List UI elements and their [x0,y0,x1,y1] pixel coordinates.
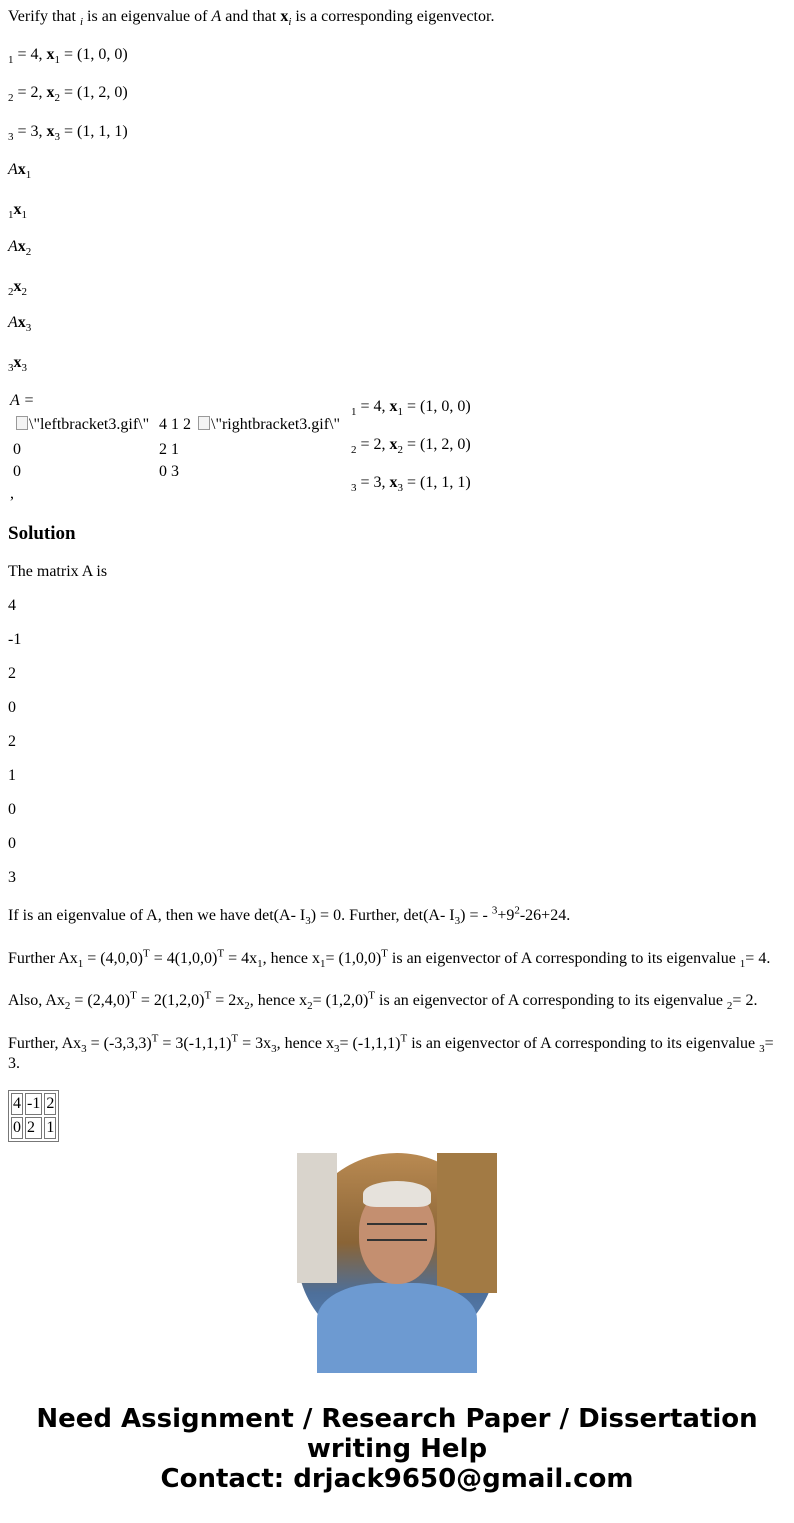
product-ax2 [8,237,31,257]
det-text: ) = 0. Further, det(A- I [310,907,455,924]
det-sup: 2 [514,904,520,917]
check-sup: T [217,947,225,960]
product-A: A [8,314,18,331]
avatar-hair [363,1181,431,1207]
intro-text: Verify that [8,8,76,25]
check-sup: T [130,989,137,1002]
check-sub: 2 [307,1000,313,1013]
check-text: = 4. [745,950,771,967]
pair-eq: = 3, [13,123,47,140]
table-row [11,1117,56,1139]
contact-banner [0,1404,794,1494]
avatar-background-door [437,1153,497,1293]
matrix-row-3-left: 0 [13,463,21,480]
pair-eq: = 2, [13,84,47,101]
check-text: is an eigenvector of A corresponding to its eigenvalue [407,1035,760,1052]
pair-value: = (1, 0, 0) [403,398,471,415]
pair-eq: = 4, [356,398,390,415]
check-text: = (1,0,0) [325,950,382,967]
det-sub: 3 [305,915,311,928]
matrix-row-1: 4 1 2 [159,416,191,433]
intro-text: is an eigenvalue of [87,8,208,25]
intro-vector-symbol: x [280,8,289,25]
eigen-pair-3 [8,122,128,142]
product-x: x [17,238,26,255]
check-sub: 3 [81,1043,87,1056]
pair-x: x [389,436,398,453]
check-text: = 2(1,2,0) [136,992,205,1009]
problem-intro [8,7,494,27]
check-text: = 3x [238,1035,272,1052]
check-sup: T [231,1032,239,1045]
check-text: , hence x [249,992,308,1009]
check-sup: T [400,1032,408,1045]
check-text: = (4,0,0) [83,950,143,967]
matrix-label: A = [10,392,35,409]
matrix-entry: 2 [8,733,16,750]
product-sub: 1 [21,209,27,222]
check-text: = [764,1035,774,1052]
check-sub: 1 [257,958,263,971]
side-pair-3 [351,473,471,493]
determinant-line [8,906,570,926]
matrix-comma: , [10,485,14,502]
side-pair-1 [351,397,471,417]
product-sub: 2 [25,246,32,259]
broken-image-icon [16,416,28,430]
avatar-background-wall [297,1153,337,1283]
table-cell: -1 [25,1093,42,1115]
matrix-entry: 3 [8,869,16,886]
banner-contact-email: Contact: drjack9650@gmail.com [160,1464,634,1494]
matrix-entry: 4 [8,597,16,614]
pair-value: = (1, 1, 1) [60,123,128,140]
avatar-shirt [317,1283,477,1373]
det-text: If is an eigenvalue of A, then we have det(A- I [8,907,306,924]
check-text: = 3(-1,1,1) [158,1035,232,1052]
pair-subscript: 1 [351,406,357,419]
check-text: Further Ax [8,950,78,967]
pair-eq: = 3, [356,474,390,491]
avatar-glasses [367,1223,427,1241]
matrix-table [8,1090,59,1142]
matrix-entry: -1 [8,631,22,648]
check-sub: 3 [759,1043,765,1056]
eigen-pair-2 [8,83,128,103]
check-text: , hence x [262,950,320,967]
eigen-pair-1 [8,45,128,65]
banner-line-1: Need Assignment / Research Paper / Dissertation [36,1404,758,1434]
pair-subscript: 2 [8,92,14,105]
product-x: x [13,354,22,371]
pair-value: = (1, 1, 1) [403,474,471,491]
product-A: A [8,238,18,255]
det-text: +9 [497,907,515,924]
product-sub: 2 [21,286,27,299]
det-text: ) = - [460,907,492,924]
pair-x: x [46,123,55,140]
check-sub: 2 [244,1000,250,1013]
image-alt-text: \"rightbracket3.gif\" [211,416,341,434]
product-x: x [17,161,26,178]
check-sub: 2 [726,1000,733,1013]
product-x: x [13,278,22,295]
product-presub: 1 [8,209,14,222]
table-cell: 2 [44,1093,56,1115]
check-text: , hence x [276,1035,334,1052]
table-cell: 4 [11,1093,23,1115]
intro-text: and that [225,8,277,25]
check-sub: 2 [64,1000,71,1013]
solution-heading: Solution [8,523,76,544]
product-sub: 1 [25,169,32,182]
check-sup: T [368,989,376,1002]
product-ax3 [8,313,31,333]
image-alt-text: \"leftbracket3.gif\" [29,416,150,434]
pair-value: = (1, 0, 0) [60,46,128,63]
matrix-entry: 0 [8,835,16,852]
check-text: is an eigenvector of A corresponding to its eigenvalue [387,950,740,967]
eigen-check-3-wrap: 3. [8,1055,20,1072]
eigen-check-2 [8,991,757,1011]
matrix-intro: The matrix A is [8,563,108,580]
product-lx3 [8,353,27,373]
check-text: = 4(1,0,0) [149,950,218,967]
product-A: A [8,161,18,178]
matrix-entry: 0 [8,699,16,716]
check-text: = 2x [211,992,245,1009]
check-sub: 3 [271,1043,277,1056]
check-text: = (2,4,0) [70,992,131,1009]
banner-line-2: writing Help [306,1434,488,1464]
check-sub: 3 [333,1043,340,1056]
check-text: = 4x [224,950,258,967]
pair-subscript: 1 [8,54,14,67]
intro-subscript: i [79,16,84,29]
check-text: = (1,2,0) [312,992,369,1009]
broken-image-icon [198,416,210,430]
pair-value: = (1, 2, 0) [60,84,128,101]
eigen-check-1 [8,949,770,969]
intro-vector-subscript: i [288,16,292,29]
product-sub: 3 [25,322,32,335]
pair-subscript: 3 [351,482,357,495]
eigen-check-3 [8,1034,774,1054]
product-x: x [17,314,26,331]
pair-x: x [389,474,398,491]
pair-x: x [389,398,398,415]
det-sup: 3 [491,904,498,917]
product-x: x [13,201,22,218]
pair-subscript: 2 [351,444,357,457]
matrix-row-3-right: 0 3 [159,463,179,480]
check-text: = (-1,1,1) [339,1035,401,1052]
det-sub: 3 [454,915,461,928]
product-sub: 3 [21,362,27,375]
matrix-entry: 0 [8,801,16,818]
pair-xsub: 2 [54,92,61,105]
check-text: is an eigenvector of A corresponding to its eigenvalue [375,992,727,1009]
table-cell: 0 [11,1117,23,1139]
left-bracket-image [16,415,149,435]
check-sub: 1 [319,958,326,971]
check-sup: T [204,989,212,1002]
product-ax1 [8,160,31,180]
product-lx2 [8,277,27,297]
side-pair-2 [351,435,471,455]
det-text: -26+24. [519,907,571,924]
pair-value: = (1, 2, 0) [403,436,471,453]
check-sup: T [142,947,150,960]
intro-matrix-symbol: A [211,8,222,25]
check-text: Further, Ax [8,1035,82,1052]
matrix-row-2-right: 2 1 [159,441,179,458]
product-presub: 2 [8,286,14,299]
matrix-table-clipped [8,1090,59,1136]
pair-xsub: 2 [397,444,404,457]
product-presub: 3 [8,362,14,375]
check-sup: T [151,1032,159,1045]
matrix-entry: 1 [8,767,16,784]
pair-xsub: 1 [397,406,404,419]
right-bracket-image [198,415,340,435]
pair-x: x [46,84,55,101]
intro-text: is a corresponding eigenvector. [295,8,495,25]
check-text: = (-3,3,3) [86,1035,152,1052]
pair-x: x [46,46,55,63]
author-avatar [297,1153,497,1353]
matrix-entry: 2 [8,665,16,682]
matrix-row-2-left: 0 [13,441,21,458]
pair-eq: = 2, [356,436,390,453]
pair-eq: = 4, [13,46,47,63]
check-sub: 1 [77,958,84,971]
table-cell: 1 [44,1117,56,1139]
pair-xsub: 3 [397,482,404,495]
check-text: = 2. [732,992,758,1009]
check-text: Also, Ax [8,992,65,1009]
table-cell: 2 [25,1117,42,1139]
check-sup: T [381,947,388,960]
pair-xsub: 3 [54,131,61,144]
table-row [11,1093,56,1115]
pair-xsub: 1 [54,54,61,67]
check-sub: 1 [739,958,746,971]
pair-subscript: 3 [8,131,14,144]
product-lx1 [8,200,27,220]
